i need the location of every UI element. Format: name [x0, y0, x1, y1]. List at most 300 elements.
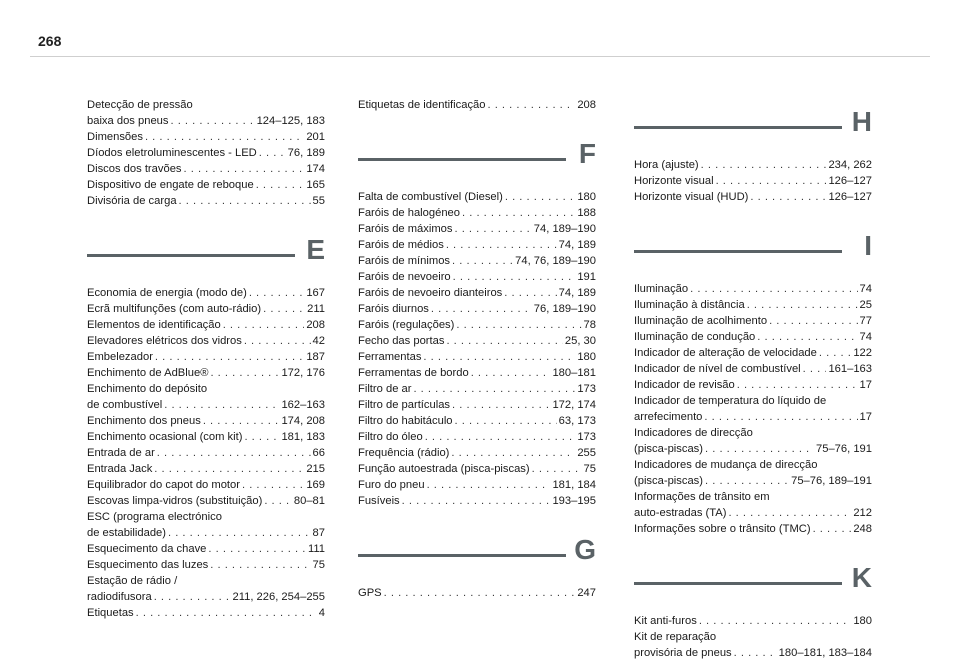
- index-entry-line: [358, 397, 596, 413]
- page-reference: 191: [577, 271, 596, 283]
- index-entry: [87, 301, 325, 317]
- section-header: [87, 225, 325, 285]
- page-reference: 180–181, 183–184: [778, 647, 872, 659]
- index-entry-line: [87, 525, 325, 541]
- header-rule: [30, 56, 930, 57]
- index-entry-lead: Indicadores de mudança de direcção: [634, 459, 818, 471]
- dot-leader: [505, 189, 575, 205]
- index-term: Faróis (regulações): [358, 319, 455, 331]
- page-reference: 63, 173: [558, 415, 596, 427]
- index-entry: [358, 301, 596, 317]
- index-entry-line: [634, 297, 872, 313]
- dot-leader: [208, 541, 306, 557]
- page-reference: 87: [312, 527, 325, 539]
- page-reference: 162–163: [281, 399, 325, 411]
- dot-leader: [263, 301, 305, 317]
- index-entry: [358, 381, 596, 397]
- section-letter: K: [851, 562, 872, 593]
- page-reference: 215: [306, 463, 325, 475]
- index-entry: [87, 381, 325, 413]
- index-entry-line: [358, 205, 596, 221]
- index-entry: [87, 285, 325, 301]
- index-term: provisória de pneus: [634, 647, 732, 659]
- index-term: Filtro do óleo: [358, 431, 423, 443]
- page-reference: 122: [853, 347, 872, 359]
- dot-leader: [757, 329, 857, 345]
- index-entry: [87, 573, 325, 605]
- index-term: de combustível: [87, 399, 163, 411]
- index-term: Faróis de mínimos: [358, 255, 451, 267]
- page-reference: 234, 262: [828, 159, 872, 171]
- dot-leader: [210, 557, 310, 573]
- section-letter: E: [306, 234, 325, 265]
- dot-leader: [716, 173, 827, 189]
- index-term: Fusíveis: [358, 495, 400, 507]
- index-term: Esquecimento da chave: [87, 543, 207, 555]
- page-reference: 172, 174: [552, 399, 596, 411]
- index-term: Entrada Jack: [87, 463, 153, 475]
- index-entry: [87, 541, 325, 557]
- page-reference: 4: [318, 607, 325, 619]
- dot-leader: [154, 589, 231, 605]
- index-entry-line: [87, 557, 325, 573]
- index-entry-line: [358, 189, 596, 205]
- dot-leader: [699, 613, 852, 629]
- page-reference: 75: [583, 463, 596, 475]
- section-header: [634, 97, 872, 157]
- index-entry-line: [634, 613, 872, 629]
- index-term: (pisca-piscas): [634, 475, 704, 487]
- page-reference: 74, 189: [558, 287, 596, 299]
- index-entry: [634, 521, 872, 537]
- page-reference: 75–76, 189–191: [791, 475, 872, 487]
- page-reference: 173: [577, 383, 596, 395]
- index-entry-line: [358, 221, 596, 237]
- index-entry-line: [634, 441, 872, 457]
- dot-leader: [431, 301, 532, 317]
- index-term: Enchimento ocasional (com kit): [87, 431, 243, 443]
- index-term: Ecrã multifunções (com auto-rádio): [87, 303, 262, 315]
- dot-leader: [179, 193, 311, 209]
- index-entry: [87, 161, 325, 177]
- index-entry: [634, 457, 872, 489]
- index-entry: [634, 189, 872, 205]
- index-entry-lead: Indicador de temperatura do líquido de: [634, 395, 827, 407]
- index-term: Kit anti-furos: [634, 615, 697, 627]
- index-column-1: [87, 97, 325, 621]
- section-rule: [87, 254, 295, 257]
- dot-leader: [690, 281, 857, 297]
- dot-leader: [256, 177, 305, 193]
- index-term: Iluminação de acolhimento: [634, 315, 768, 327]
- dot-leader: [157, 445, 311, 461]
- dot-leader: [168, 525, 311, 541]
- dot-leader: [453, 269, 576, 285]
- index-term: Ferramentas de bordo: [358, 367, 469, 379]
- index-entry-line: [87, 605, 325, 621]
- index-term: Função autoestrada (pisca-piscas): [358, 463, 530, 475]
- index-entry-line: [87, 429, 325, 445]
- index-entry: [358, 349, 596, 365]
- dot-leader: [456, 317, 581, 333]
- dot-leader: [737, 377, 858, 393]
- index-entry: [358, 365, 596, 381]
- dot-leader: [705, 441, 814, 457]
- index-entry: [634, 345, 872, 361]
- index-entry: [87, 445, 325, 461]
- dot-leader: [154, 461, 304, 477]
- page-reference: 169: [306, 479, 325, 491]
- index-term: Faróis de halogéneo: [358, 207, 461, 219]
- index-term: Economia de energia (modo de): [87, 287, 247, 299]
- index-entry-line: [87, 445, 325, 461]
- page-reference: 201: [306, 131, 325, 143]
- index-entry-line: [358, 253, 596, 269]
- index-entry-line: [358, 349, 596, 365]
- index-entry-line: [634, 157, 872, 173]
- index-entry: [358, 493, 596, 509]
- index-term: Horizonte visual (HUD): [634, 191, 749, 203]
- dot-leader: [462, 205, 575, 221]
- index-entry-line: [87, 113, 325, 129]
- dot-leader: [184, 161, 305, 177]
- index-term: Faróis de máximos: [358, 223, 453, 235]
- index-entry: [87, 317, 325, 333]
- index-entry-line: [87, 317, 325, 333]
- index-entry-line: [358, 381, 596, 397]
- dot-leader: [427, 477, 551, 493]
- dot-leader: [705, 473, 789, 489]
- page-reference: 126–127: [828, 175, 872, 187]
- index-entry: [358, 397, 596, 413]
- section-letter: F: [578, 138, 596, 169]
- index-entry-line: [87, 145, 325, 161]
- index-entry: [87, 605, 325, 621]
- dot-leader: [734, 645, 777, 661]
- page-reference: 66: [312, 447, 325, 459]
- index-term: Filtro do habitáculo: [358, 415, 453, 427]
- dot-leader: [384, 585, 576, 601]
- dot-leader: [423, 349, 575, 365]
- page-reference: 174, 208: [281, 415, 325, 427]
- index-entry: [634, 313, 872, 329]
- index-entry-line: [358, 461, 596, 477]
- page-reference: 74: [859, 331, 872, 343]
- index-entry-line: [358, 585, 596, 601]
- index-entry-line: [87, 589, 325, 605]
- dot-leader: [747, 297, 858, 313]
- index-term: Enchimento dos pneus: [87, 415, 201, 427]
- page-reference: 180: [577, 351, 596, 363]
- dot-leader: [244, 333, 311, 349]
- index-entry: [358, 189, 596, 205]
- index-term: Indicador de alteração de velocidade: [634, 347, 817, 359]
- index-term: Etiquetas: [87, 607, 134, 619]
- index-entry: [634, 613, 872, 629]
- index-term: Horizonte visual: [634, 175, 714, 187]
- index-entry-line: [358, 413, 596, 429]
- index-entry: [634, 361, 872, 377]
- section-letter: I: [864, 230, 872, 261]
- index-entry-line: [634, 189, 872, 205]
- index-entry-line: [87, 365, 325, 381]
- page-reference: 75: [312, 559, 325, 571]
- dot-leader: [249, 285, 305, 301]
- index-term: Frequência (rádio): [358, 447, 450, 459]
- page-reference: 74, 76, 189–190: [515, 255, 596, 267]
- index-entry: [358, 97, 596, 113]
- index-entry-line: [87, 413, 325, 429]
- index-entry: [87, 349, 325, 365]
- index-entry: [634, 377, 872, 393]
- index-term: Indicador de nível de combustível: [634, 363, 801, 375]
- index-entry-lead: Detecção de pressão: [87, 99, 193, 111]
- index-entry-lead: Enchimento do depósito: [87, 383, 208, 395]
- dot-leader: [728, 505, 851, 521]
- index-entry-line: [87, 477, 325, 493]
- dot-leader: [803, 361, 827, 377]
- page-reference: 75–76, 191: [816, 443, 872, 455]
- index-entry: [634, 489, 872, 521]
- dot-leader: [136, 605, 317, 621]
- index-entry: [87, 97, 325, 129]
- index-term: Elementos de identificação: [87, 319, 221, 331]
- section-rule: [358, 554, 566, 557]
- index-entry-line: [87, 301, 325, 317]
- index-entry-line: [87, 493, 325, 509]
- index-entry-line: [634, 281, 872, 297]
- section-letter: H: [851, 106, 872, 137]
- index-entry-lead: Indicadores de direcção: [634, 427, 753, 439]
- index-entry-line: [358, 97, 596, 113]
- index-entry: [358, 585, 596, 601]
- dot-leader: [819, 345, 851, 361]
- index-term: arrefecimento: [634, 411, 703, 423]
- index-term: Esquecimento das luzes: [87, 559, 209, 571]
- index-entry-line: [634, 409, 872, 425]
- page-reference: 161–163: [828, 363, 872, 375]
- index-entry-line: [87, 193, 325, 209]
- index-entry-line: [358, 237, 596, 253]
- index-entry-line: [87, 129, 325, 145]
- page-reference: 165: [306, 179, 325, 191]
- index-term: Filtro de ar: [358, 383, 412, 395]
- index-entry: [358, 269, 596, 285]
- dot-leader: [488, 97, 576, 113]
- index-entry: [634, 329, 872, 345]
- dot-leader: [259, 145, 286, 161]
- index-term: Faróis de médios: [358, 239, 444, 251]
- index-entry-line: [87, 461, 325, 477]
- dot-leader: [452, 253, 513, 269]
- dot-leader: [203, 413, 280, 429]
- index-term: Furo do pneu: [358, 479, 425, 491]
- dot-leader: [244, 429, 279, 445]
- dot-leader: [452, 397, 550, 413]
- page-reference: 173: [577, 431, 596, 443]
- dot-leader: [242, 477, 304, 493]
- page-reference: 212: [853, 507, 872, 519]
- dot-leader: [402, 493, 551, 509]
- page-reference: 208: [577, 99, 596, 111]
- page-reference: 180–181: [552, 367, 596, 379]
- index-term: Indicador de revisão: [634, 379, 735, 391]
- index-entry: [358, 205, 596, 221]
- page-reference: 55: [312, 195, 325, 207]
- index-entry-line: [358, 269, 596, 285]
- page-reference: 211: [307, 303, 325, 315]
- page-reference: 111: [307, 543, 325, 555]
- index-term: Dimensões: [87, 131, 143, 143]
- index-entry-line: [87, 161, 325, 177]
- index-entry-line: [358, 333, 596, 349]
- dot-leader: [446, 333, 562, 349]
- index-entry: [358, 285, 596, 301]
- index-entry-line: [634, 473, 872, 489]
- page-reference: 172, 176: [281, 367, 325, 379]
- index-term: Divisória de carga: [87, 195, 177, 207]
- page-reference: 76, 189–190: [533, 303, 596, 315]
- section-rule: [634, 126, 842, 129]
- dot-leader: [264, 493, 292, 509]
- index-entry-line: [358, 493, 596, 509]
- page-reference: 181, 183: [281, 431, 325, 443]
- page-reference: 187: [306, 351, 325, 363]
- dot-leader: [145, 129, 304, 145]
- page-reference: 74, 189: [558, 239, 596, 251]
- index-term: Dispositivo de engate de reboque: [87, 179, 254, 191]
- index-term: Filtro de partículas: [358, 399, 451, 411]
- index-entry-line: [634, 645, 872, 661]
- index-term: Equilibrador do capot do motor: [87, 479, 240, 491]
- index-entry: [87, 177, 325, 193]
- index-entry: [358, 429, 596, 445]
- index-entry: [634, 173, 872, 189]
- index-term: GPS: [358, 587, 382, 599]
- page-reference: 80–81: [293, 495, 325, 507]
- index-entry: [358, 413, 596, 429]
- index-entry-line: [634, 505, 872, 521]
- dot-leader: [425, 429, 576, 445]
- index-entry-line: [87, 333, 325, 349]
- dot-leader: [413, 381, 575, 397]
- section-rule: [358, 158, 566, 161]
- index-column-2: [358, 97, 596, 601]
- index-term: Falta de combustível (Diesel): [358, 191, 503, 203]
- page-reference: 174: [306, 163, 325, 175]
- index-entry: [358, 317, 596, 333]
- dot-leader: [455, 413, 557, 429]
- index-entry-line: [358, 429, 596, 445]
- page-reference: 255: [577, 447, 596, 459]
- index-term: Faróis de nevoeiro dianteiros: [358, 287, 503, 299]
- index-entry: [634, 393, 872, 425]
- index-entry-line: [358, 301, 596, 317]
- index-entry: [87, 193, 325, 209]
- page-number: 268: [38, 33, 62, 49]
- index-entry: [358, 221, 596, 237]
- index-entry: [87, 509, 325, 541]
- index-entry: [87, 557, 325, 573]
- page-reference: 77: [859, 315, 872, 327]
- dot-leader: [170, 113, 254, 129]
- page-reference: 74, 189–190: [533, 223, 596, 235]
- index-entry: [358, 253, 596, 269]
- index-term: Iluminação à distância: [634, 299, 745, 311]
- index-term: baixa dos pneus: [87, 115, 169, 127]
- index-entry: [634, 297, 872, 313]
- page-reference: 248: [853, 523, 872, 535]
- index-entry: [634, 425, 872, 457]
- index-term: de estabilidade): [87, 527, 166, 539]
- index-entry: [358, 333, 596, 349]
- index-entry-line: [634, 361, 872, 377]
- index-column-3: [634, 97, 872, 661]
- page-reference: 181, 184: [552, 479, 596, 491]
- page-reference: 126–127: [828, 191, 872, 203]
- dot-leader: [532, 461, 582, 477]
- page-reference: 167: [306, 287, 325, 299]
- dot-leader: [155, 349, 304, 365]
- index-entry: [87, 493, 325, 509]
- index-term: radiodifusora: [87, 591, 152, 603]
- index-entry-lead: Estação de rádio /: [87, 575, 178, 587]
- index-term: Enchimento de AdBlue®: [87, 367, 209, 379]
- index-entry-line: [87, 177, 325, 193]
- page-reference: 17: [859, 379, 872, 391]
- section-rule: [634, 582, 842, 585]
- index-entry: [87, 413, 325, 429]
- index-entry: [87, 365, 325, 381]
- index-entry-line: [634, 173, 872, 189]
- index-term: Informações sobre o trânsito (TMC): [634, 523, 811, 535]
- index-term: Embelezador: [87, 351, 153, 363]
- dot-leader: [504, 285, 556, 301]
- index-entry-line: [358, 477, 596, 493]
- index-entry-lead: ESC (programa electrónico: [87, 511, 222, 523]
- page-reference: 42: [312, 335, 325, 347]
- index-entry-line: [634, 329, 872, 345]
- page-reference: 180: [853, 615, 872, 627]
- section-header: [358, 525, 596, 585]
- dot-leader: [750, 189, 826, 205]
- page-reference: 25, 30: [564, 335, 596, 347]
- index-entry: [634, 281, 872, 297]
- page-reference: 78: [583, 319, 596, 331]
- section-header: [634, 553, 872, 613]
- dot-leader: [704, 409, 857, 425]
- index-entry-lead: Informações de trânsito em: [634, 491, 770, 503]
- index-term: Ferramentas: [358, 351, 422, 363]
- index-entry-line: [634, 521, 872, 537]
- index-entry: [87, 145, 325, 161]
- page-reference: 74: [859, 283, 872, 295]
- index-term: Iluminação de condução: [634, 331, 756, 343]
- index-entry-line: [358, 317, 596, 333]
- page-reference: 188: [577, 207, 596, 219]
- index-entry-line: [87, 397, 325, 413]
- section-header: [634, 221, 872, 281]
- index-entry: [87, 333, 325, 349]
- index-entry-line: [87, 285, 325, 301]
- index-term: Elevadores elétricos dos vidros: [87, 335, 242, 347]
- index-term: Discos dos travões: [87, 163, 182, 175]
- index-entry: [87, 129, 325, 145]
- index-entry-line: [87, 541, 325, 557]
- section-header: [358, 129, 596, 189]
- index-term: Faróis diurnos: [358, 303, 429, 315]
- dot-leader: [471, 365, 551, 381]
